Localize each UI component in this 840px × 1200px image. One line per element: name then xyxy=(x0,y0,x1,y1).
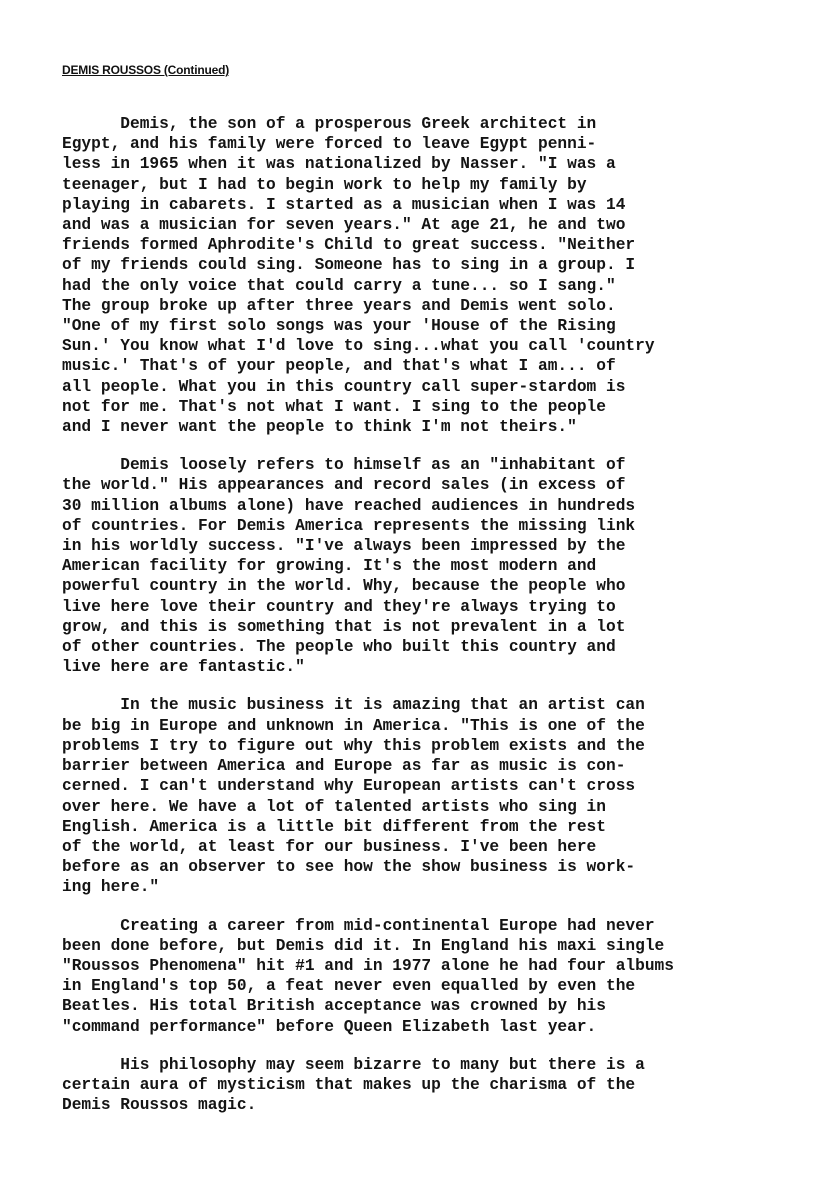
text-line: friends formed Aphrodite's Child to great success. "Neither xyxy=(62,236,636,255)
text-line: playing in cabarets. I started as a musician when I was 14 xyxy=(62,195,626,214)
text-line: music.' That's of your people, and that's what I am... of xyxy=(62,357,616,376)
text-line: Demis Roussos magic. xyxy=(62,1096,257,1115)
paragraph-4 xyxy=(62,916,822,1037)
text-line: cerned. I can't understand why European artists can't cross xyxy=(62,777,636,796)
article-body xyxy=(62,114,822,1133)
text-line: Egypt, and his family were forced to leave Egypt penni- xyxy=(62,135,597,154)
text-line: had the only voice that could carry a tune... so I sang." xyxy=(62,276,616,295)
text-line: the world." His appearances and record sales (in excess of xyxy=(62,476,626,495)
text-line: and I never want the people to think I'm not theirs." xyxy=(62,418,577,437)
text-line: live here are fantastic." xyxy=(62,658,305,677)
text-line: teenager, but I had to begin work to help my family by xyxy=(62,175,587,194)
text-line: of countries. For Demis America represents the missing link xyxy=(62,516,636,535)
text-line: of my friends could sing. Someone has to sing in a group. I xyxy=(62,256,636,275)
page-heading: DEMIS ROUSSOS (Continued) xyxy=(62,63,229,77)
text-line: In the music business it is amazing that an artist can xyxy=(62,696,645,715)
text-line: The group broke up after three years and Demis went solo. xyxy=(62,296,616,315)
text-line: been done before, but Demis did it. In England his maxi single xyxy=(62,936,665,955)
text-line: problems I try to figure out why this problem exists and the xyxy=(62,736,645,755)
text-line: Demis, the son of a prosperous Greek architect in xyxy=(62,115,597,133)
text-line: over here. We have a lot of talented artists who sing in xyxy=(62,797,606,816)
text-line: "One of my first solo songs was your 'House of the Rising xyxy=(62,317,616,336)
text-line: Demis loosely refers to himself as an "inhabitant of xyxy=(62,456,626,475)
text-line: "command performance" before Queen Elizabeth last year. xyxy=(62,1017,597,1036)
text-line: in England's top 50, a feat never even equalled by even the xyxy=(62,977,636,996)
paragraph-3 xyxy=(62,695,822,897)
text-line: less in 1965 when it was nationalized by Nasser. "I was a xyxy=(62,155,616,174)
text-line: live here love their country and they're always trying to xyxy=(62,597,616,616)
text-line: 30 million albums alone) have reached audiences in hundreds xyxy=(62,496,636,515)
text-line: ing here." xyxy=(62,878,160,897)
text-line: of other countries. The people who built this country and xyxy=(62,638,616,657)
paragraph-5 xyxy=(62,1055,822,1116)
text-line: be big in Europe and unknown in America. "This is one of the xyxy=(62,716,645,735)
text-line: English. America is a little bit different from the rest xyxy=(62,817,606,836)
text-line: of the world, at least for our business. I've been here xyxy=(62,837,597,856)
text-line: grow, and this is something that is not prevalent in a lot xyxy=(62,617,626,636)
text-line: barrier between America and Europe as far as music is con- xyxy=(62,757,626,776)
text-line: before as an observer to see how the show business is work- xyxy=(62,858,636,877)
text-line: all people. What you in this country call super-stardom is xyxy=(62,377,626,396)
text-line: Beatles. His total British acceptance was crowned by his xyxy=(62,997,606,1016)
paragraph-1 xyxy=(62,114,822,437)
text-line: not for me. That's not what I want. I sing to the people xyxy=(62,397,606,416)
text-line: "Roussos Phenomena" hit #1 and in 1977 alone he had four albums xyxy=(62,956,674,975)
text-line: in his worldly success. "I've always been impressed by the xyxy=(62,537,626,556)
text-line: certain aura of mysticism that makes up the charisma of the xyxy=(62,1075,636,1094)
text-line: and was a musician for seven years." At age 21, he and two xyxy=(62,216,626,235)
paragraph-2 xyxy=(62,455,822,677)
text-line: powerful country in the world. Why, because the people who xyxy=(62,577,626,596)
text-line: His philosophy may seem bizarre to many but there is a xyxy=(62,1055,645,1074)
text-line: Sun.' You know what I'd love to sing...what you call 'country xyxy=(62,337,655,356)
text-line: Creating a career from mid-continental Europe had never xyxy=(62,916,655,935)
text-line: American facility for growing. It's the most modern and xyxy=(62,557,597,576)
